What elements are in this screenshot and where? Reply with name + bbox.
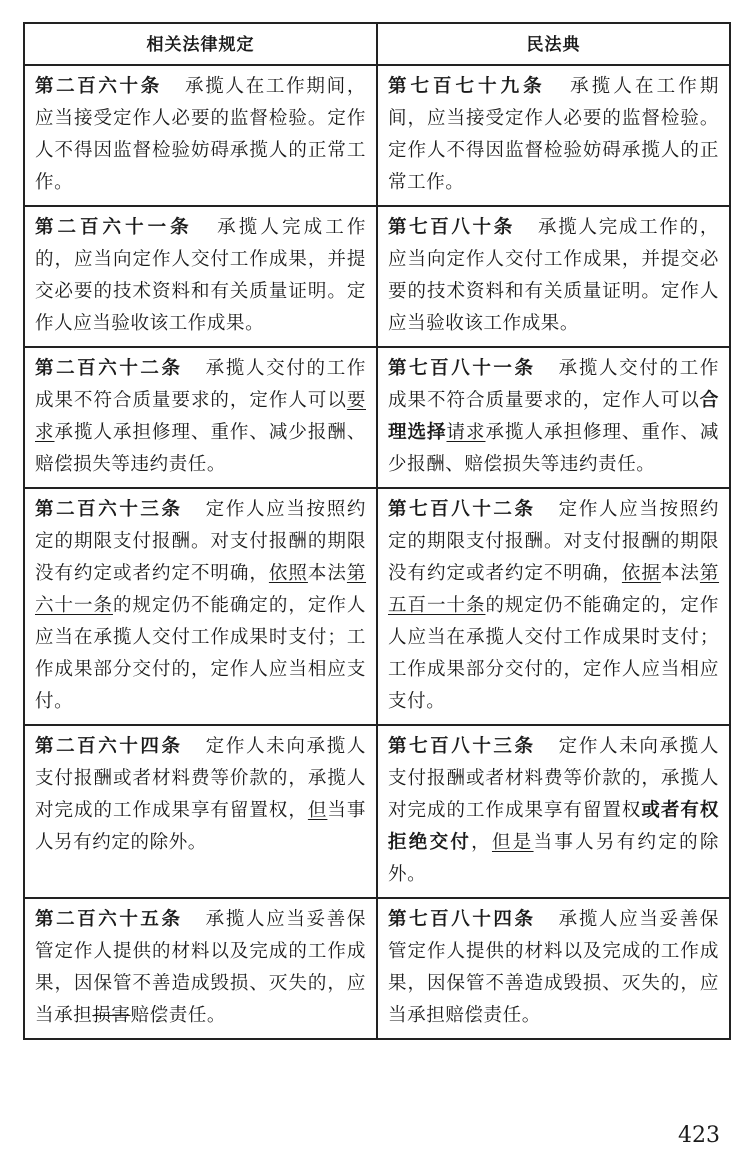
underlined-text: 要求 <box>35 390 366 443</box>
article-text: 承揽人在工作期间，应当接受定作人必要的监督检验。定作人不得因监督检验妨碍承揽人的正常工作。 <box>35 76 366 193</box>
cell-related-law <box>24 65 377 206</box>
article-number: 第二百六十三条 <box>35 499 183 520</box>
cell-civil-code <box>377 488 730 725</box>
table-row <box>24 725 730 898</box>
struck-text: 损害 <box>92 1005 131 1026</box>
article-number: 第七百八十四条 <box>388 909 536 930</box>
cell-civil-code <box>377 206 730 347</box>
page-number: 423 <box>678 1123 720 1148</box>
table-header-row <box>24 23 730 65</box>
article-number: 第二百六十二条 <box>35 358 183 379</box>
article-number: 第二百六十一条 <box>35 217 193 238</box>
article-text: 的规定仍不能确定的，定作人应当在承揽人交付工作成果时支付；工作成果部分交付的，定作人应当相应支付。 <box>388 595 719 712</box>
article-text: 定作人应当按照约定的期限支付报酬。对支付报酬的期限没有约定或者约定不明确， <box>35 499 366 584</box>
article-text: 赔偿责任。 <box>130 1005 227 1026</box>
article-text: 定作人应当按照约定的期限支付报酬。对支付报酬的期限没有约定或者约定不明确， <box>388 499 719 584</box>
added-text: 或者有权拒绝交付 <box>388 800 719 853</box>
article-text: 当事人另有约定的除外。 <box>388 832 719 885</box>
article-text: 承揽人在工作期间，应当接受定作人必要的监督检验。定作人不得因监督检验妨碍承揽人的正常工作。 <box>388 76 719 193</box>
article-text: ， <box>471 832 492 853</box>
cell-related-law <box>24 488 377 725</box>
article-text: 承揽人应当妥善保管定作人提供的材料以及完成的工作成果，因保管不善造成毁损、灭失的，应当承担赔偿责任。 <box>388 909 719 1026</box>
underlined-text: 但 <box>307 800 328 821</box>
cell-related-law <box>24 725 377 898</box>
article-text: 承揽人承担修理、重作、减少报酬、赔偿损失等违约责任。 <box>388 422 720 475</box>
underlined-text: 第五百一十条 <box>388 563 720 616</box>
article-text: 定作人未向承揽人支付报酬或者材料费等价款的，承揽人对完成的工作成果享有留置权 <box>388 736 719 821</box>
article-number: 第七百八十条 <box>388 217 515 238</box>
article-text: 承揽人完成工作的，应当向定作人交付工作成果，并提交必要的技术资料和有关质量证明。定作人应当验收该工作成果。 <box>388 217 719 334</box>
article-text: 承揽人应当妥善保管定作人提供的材料以及完成的工作成果，因保管不善造成毁损、灭失的，应当承担 <box>35 909 366 1026</box>
article-number: 第七百八十二条 <box>388 499 536 520</box>
article-number: 第七百七十九条 <box>388 76 546 97</box>
law-comparison-table <box>23 22 731 1040</box>
table-row <box>24 898 730 1039</box>
underlined-text: 请求 <box>446 422 486 443</box>
article-number: 第二百六十五条 <box>35 909 183 930</box>
article-number: 第二百六十条 <box>35 76 162 97</box>
cell-related-law <box>24 206 377 347</box>
table-row <box>24 206 730 347</box>
header-civil-code: 民法典 <box>377 23 730 65</box>
underlined-text: 但是 <box>491 832 534 853</box>
article-number: 第七百八十一条 <box>388 358 536 379</box>
underlined-text: 第六十一条 <box>35 563 367 616</box>
header-related-laws: 相关法律规定 <box>24 23 377 65</box>
article-text: 定作人未向承揽人支付报酬或者材料费等价款的，承揽人对完成的工作成果享有留置权， <box>35 736 366 821</box>
cell-related-law <box>24 347 377 488</box>
article-text: 承揽人交付的工作成果不符合质量要求的，定作人可以 <box>388 358 719 411</box>
underlined-text: 依照 <box>268 563 308 584</box>
article-number: 第七百八十三条 <box>388 736 536 757</box>
article-text: 当事人另有约定的除外。 <box>35 800 366 853</box>
cell-related-law <box>24 898 377 1039</box>
article-text: 本法 <box>660 563 700 584</box>
article-text: 承揽人承担修理、重作、减少报酬、赔偿损失等违约责任。 <box>35 422 366 475</box>
article-number: 第二百六十四条 <box>35 736 183 757</box>
added-text: 合理选择 <box>388 390 719 443</box>
table-row <box>24 347 730 488</box>
article-text: 的规定仍不能确定的，定作人应当在承揽人交付工作成果时支付；工作成果部分交付的，定作人应当相应支付。 <box>35 595 366 712</box>
cell-civil-code <box>377 725 730 898</box>
article-text: 承揽人交付的工作成果不符合质量要求的，定作人可以 <box>35 358 366 411</box>
article-text: 承揽人完成工作的，应当向定作人交付工作成果，并提交必要的技术资料和有关质量证明。定作人应当验收该工作成果。 <box>35 217 366 334</box>
underlined-text: 依据 <box>621 563 661 584</box>
cell-civil-code <box>377 898 730 1039</box>
article-text: 本法 <box>307 563 347 584</box>
cell-civil-code <box>377 347 730 488</box>
table-row <box>24 65 730 206</box>
cell-civil-code <box>377 65 730 206</box>
table-row <box>24 488 730 725</box>
